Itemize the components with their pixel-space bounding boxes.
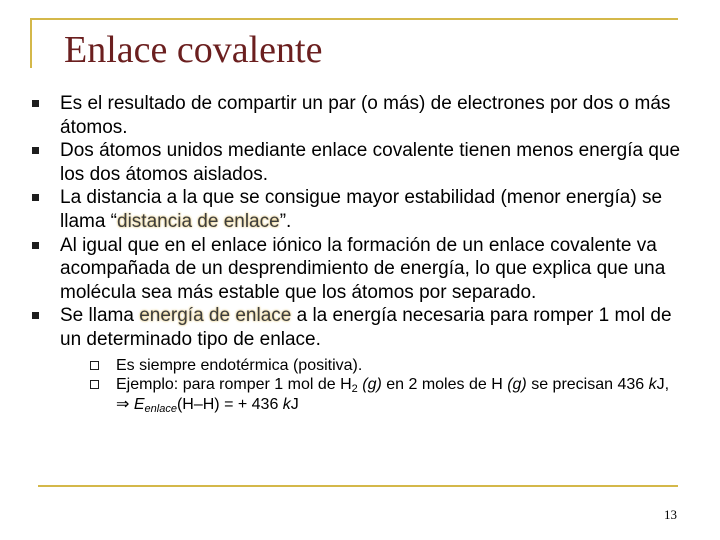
bullet-item-2	[30, 139, 685, 186]
sub-bullet-text-1: Es siempre endotérmica (positiva).	[116, 356, 363, 374]
energy-subscript: enlace	[144, 402, 177, 415]
square-bullet-icon	[32, 312, 39, 319]
sub-bullet-item-2	[90, 375, 685, 414]
kilo-prefix-2: k	[282, 395, 291, 413]
slide-content	[30, 92, 685, 414]
gas-state-2: (g)	[507, 376, 527, 394]
gas-state-1: (g)	[362, 376, 382, 394]
bullet-text-5-post: a la energía necesaria para romper 1 mol de un determinado tipo de enlace.	[60, 305, 672, 350]
highlight-distancia-de-enlace: distancia de enlace	[117, 210, 280, 232]
bullet-item-5	[30, 304, 685, 414]
bullet-list	[30, 92, 685, 414]
bullet-text-3-post: ”.	[279, 210, 292, 232]
bullet-item-1	[30, 92, 685, 139]
highlight-energia-de-enlace: energía de enlace	[139, 305, 292, 327]
bullet-text-3-pre: La distancia a la que se consigue mayor estabilidad (menor energía) se llama “	[60, 187, 663, 232]
square-bullet-icon	[32, 194, 39, 201]
bullet-item-4	[30, 234, 685, 305]
hollow-square-bullet-icon	[90, 361, 99, 370]
square-bullet-icon	[32, 147, 39, 154]
energy-symbol: E	[133, 395, 145, 413]
bullet-text-1: Es el resultado de compartir un par (o más) de electrones por dos o más átomos.	[60, 93, 671, 138]
sub-text-g: J	[290, 395, 299, 413]
frame-bottom-line	[38, 485, 678, 487]
sub-text-e: J, ⇒	[116, 376, 670, 413]
sub-text-d: se precisan 436	[526, 376, 649, 394]
square-bullet-icon	[32, 100, 39, 107]
frame-top-line	[30, 18, 678, 20]
slide-title: Enlace covalente	[64, 29, 323, 71]
square-bullet-icon	[32, 242, 39, 249]
kilo-prefix-1: k	[648, 376, 657, 394]
bullet-text-4: Al igual que en el enlace iónico la formación de un enlace covalente va acompañada de un desprendimiento de energía, lo que explica que una molécula sea más estable que los átomos por separado.	[60, 234, 666, 303]
frame-left-line	[30, 18, 32, 68]
sub-text-f: (H–H) = + 436	[176, 395, 283, 413]
sub-bullet-list	[60, 356, 685, 415]
sub-text-a: Ejemplo: para romper 1 mol de H	[116, 376, 352, 394]
bullet-item-3	[30, 186, 685, 233]
page-number: 13	[664, 507, 677, 522]
sub-bullet-item-1	[90, 356, 685, 376]
sub-text-c: en 2 moles de H	[381, 376, 508, 394]
bullet-text-2: Dos átomos unidos mediante enlace covalente tienen menos energía que los dos átomos aislados.	[60, 140, 681, 185]
subscript-2: 2	[351, 383, 358, 396]
bullet-text-5-pre: Se llama	[60, 305, 140, 327]
hollow-square-bullet-icon	[90, 380, 99, 389]
